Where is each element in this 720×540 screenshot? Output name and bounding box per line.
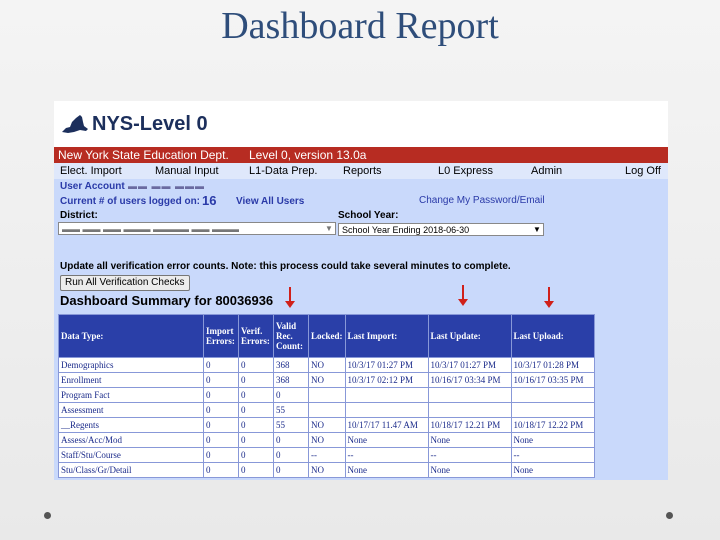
cell-locked bbox=[309, 403, 346, 418]
cell-valid-count: 0 bbox=[274, 388, 309, 403]
table-row[interactable] bbox=[59, 463, 595, 478]
menu-log-off[interactable]: Log Off bbox=[625, 165, 661, 177]
table-row[interactable] bbox=[59, 358, 595, 373]
cell-data-type[interactable]: __Regents bbox=[59, 418, 204, 433]
cell-locked: NO bbox=[309, 433, 346, 448]
cell-locked: -- bbox=[309, 448, 346, 463]
change-password-link[interactable]: Change My Password/Email bbox=[419, 195, 545, 206]
cell-valid-count: 0 bbox=[274, 448, 309, 463]
cell-verif-errors: 0 bbox=[239, 403, 274, 418]
users-logged-label: Current # of users logged on: bbox=[60, 196, 201, 207]
cell-import-errors: 0 bbox=[204, 373, 239, 388]
table-row[interactable] bbox=[59, 388, 595, 403]
cell-verif-errors: 0 bbox=[239, 448, 274, 463]
cell-import-errors: 0 bbox=[204, 433, 239, 448]
cell-verif-errors: 0 bbox=[239, 463, 274, 478]
chevron-down-icon: ▼ bbox=[533, 225, 541, 234]
col-last-upload: Last Upload: bbox=[511, 315, 594, 358]
table-row[interactable] bbox=[59, 433, 595, 448]
cell-import-errors: 0 bbox=[204, 418, 239, 433]
cell-verif-errors: 0 bbox=[239, 433, 274, 448]
cell-locked: NO bbox=[309, 373, 346, 388]
cell-valid-count: 368 bbox=[274, 358, 309, 373]
menu-l0-express[interactable]: L0 Express bbox=[438, 165, 494, 177]
cell-last-import: None bbox=[345, 463, 428, 478]
menu-elect-import[interactable]: Elect. Import bbox=[60, 165, 122, 177]
cell-import-errors: 0 bbox=[204, 358, 239, 373]
dashboard-table bbox=[58, 314, 595, 478]
cell-verif-errors: 0 bbox=[239, 358, 274, 373]
cell-data-type[interactable]: Enrollment bbox=[59, 373, 204, 388]
chevron-down-icon: ▼ bbox=[325, 224, 333, 233]
cell-last-upload: -- bbox=[511, 448, 594, 463]
cell-valid-count: 0 bbox=[274, 433, 309, 448]
menu-bar bbox=[54, 163, 668, 179]
col-data-type: Data Type: bbox=[59, 315, 204, 358]
cell-last-upload: None bbox=[511, 463, 594, 478]
cell-last-upload bbox=[511, 403, 594, 418]
cell-last-import: -- bbox=[345, 448, 428, 463]
cell-last-upload: 10/18/17 12.22 PM bbox=[511, 418, 594, 433]
cell-last-import: None bbox=[345, 433, 428, 448]
cell-verif-errors: 0 bbox=[239, 418, 274, 433]
district-select-value-redacted: ▬▬ ▬▬ ▬▬ ▬▬▬ ▬▬▬▬ ▬▬ ▬▬▬ bbox=[62, 224, 240, 234]
cell-locked bbox=[309, 388, 346, 403]
table-row[interactable] bbox=[59, 373, 595, 388]
cell-last-upload: None bbox=[511, 433, 594, 448]
cell-data-type[interactable]: Staff/Stu/Course bbox=[59, 448, 204, 463]
cell-data-type[interactable]: Demographics bbox=[59, 358, 204, 373]
school-year-select[interactable] bbox=[338, 223, 544, 236]
ny-state-icon bbox=[60, 112, 90, 136]
cell-last-update: 10/18/17 12.21 PM bbox=[428, 418, 511, 433]
cell-valid-count: 55 bbox=[274, 418, 309, 433]
logo-text: NYS-Level 0 bbox=[92, 112, 208, 135]
version-label: Level 0, version 13.0a bbox=[249, 148, 367, 162]
cell-valid-count: 368 bbox=[274, 373, 309, 388]
cell-last-import bbox=[345, 403, 428, 418]
cell-last-import: 10/3/17 02:12 PM bbox=[345, 373, 428, 388]
cell-last-update: None bbox=[428, 433, 511, 448]
table-row[interactable] bbox=[59, 448, 595, 463]
school-year-label: School Year: bbox=[338, 210, 399, 221]
cell-data-type[interactable]: Assessment bbox=[59, 403, 204, 418]
down-arrow-icon bbox=[548, 287, 550, 303]
cell-import-errors: 0 bbox=[204, 403, 239, 418]
cell-last-upload: 10/16/17 03:35 PM bbox=[511, 373, 594, 388]
menu-admin[interactable]: Admin bbox=[531, 165, 563, 177]
cell-valid-count: 55 bbox=[274, 403, 309, 418]
run-verification-button[interactable]: Run All Verification Checks bbox=[60, 275, 190, 291]
cell-last-upload bbox=[511, 388, 594, 403]
app-window bbox=[54, 101, 668, 480]
cell-data-type[interactable]: Stu/Class/Gr/Detail bbox=[59, 463, 204, 478]
users-logged-count: 16 bbox=[202, 193, 217, 208]
col-last-update: Last Update: bbox=[428, 315, 511, 358]
cell-last-update: None bbox=[428, 463, 511, 478]
col-locked: Locked: bbox=[309, 315, 346, 358]
slide-bullet-right bbox=[666, 512, 673, 519]
header-bar bbox=[54, 147, 668, 163]
main-content bbox=[54, 179, 668, 480]
cell-locked: NO bbox=[309, 463, 346, 478]
cell-last-update bbox=[428, 403, 511, 418]
slide-title: Dashboard Report bbox=[221, 5, 499, 47]
col-verif-errors: Verif. Errors: bbox=[239, 315, 274, 358]
col-last-import: Last Import: bbox=[345, 315, 428, 358]
cell-import-errors: 0 bbox=[204, 463, 239, 478]
cell-import-errors: 0 bbox=[204, 388, 239, 403]
nys-logo bbox=[60, 107, 208, 141]
cell-last-update: 10/16/17 03:34 PM bbox=[428, 373, 511, 388]
cell-verif-errors: 0 bbox=[239, 388, 274, 403]
cell-import-errors: 0 bbox=[204, 448, 239, 463]
table-row[interactable] bbox=[59, 418, 595, 433]
user-account-redacted: ▬▬ ▬▬ ▬▬▬ bbox=[128, 181, 206, 191]
menu-l1-data-prep[interactable]: L1-Data Prep. bbox=[249, 165, 318, 177]
cell-data-type[interactable]: Program Fact bbox=[59, 388, 204, 403]
down-arrow-icon bbox=[289, 287, 291, 303]
verification-note: Update all verification error counts. Note: this process could take several minutes to complete. bbox=[60, 261, 511, 272]
cell-last-update: -- bbox=[428, 448, 511, 463]
cell-last-update: 10/3/17 01:27 PM bbox=[428, 358, 511, 373]
col-valid-count: Valid Rec. Count: bbox=[274, 315, 309, 358]
cell-last-import bbox=[345, 388, 428, 403]
org-name: New York State Education Dept. bbox=[58, 148, 229, 162]
cell-last-update bbox=[428, 388, 511, 403]
table-header-row bbox=[59, 315, 595, 358]
table-row[interactable] bbox=[59, 403, 595, 418]
slide-bullet-left bbox=[44, 512, 51, 519]
district-label: District: bbox=[60, 210, 98, 221]
col-import-errors: Import Errors: bbox=[204, 315, 239, 358]
school-year-value: School Year Ending 2018-06-30 bbox=[342, 225, 470, 235]
district-select[interactable] bbox=[58, 222, 336, 235]
down-arrow-icon bbox=[462, 285, 464, 301]
cell-valid-count: 0 bbox=[274, 463, 309, 478]
cell-last-import: 10/17/17 11.47 AM bbox=[345, 418, 428, 433]
cell-locked: NO bbox=[309, 418, 346, 433]
cell-last-upload: 10/3/17 01:28 PM bbox=[511, 358, 594, 373]
cell-data-type[interactable]: Assess/Acc/Mod bbox=[59, 433, 204, 448]
view-all-users-link[interactable]: View All Users bbox=[236, 196, 305, 207]
cell-last-import: 10/3/17 01:27 PM bbox=[345, 358, 428, 373]
cell-verif-errors: 0 bbox=[239, 373, 274, 388]
dashboard-summary-title: Dashboard Summary for 80036936 bbox=[60, 293, 274, 308]
cell-locked: NO bbox=[309, 358, 346, 373]
menu-manual-input[interactable]: Manual Input bbox=[155, 165, 219, 177]
user-account-label[interactable]: User Account bbox=[60, 181, 125, 192]
menu-reports[interactable]: Reports bbox=[343, 165, 382, 177]
